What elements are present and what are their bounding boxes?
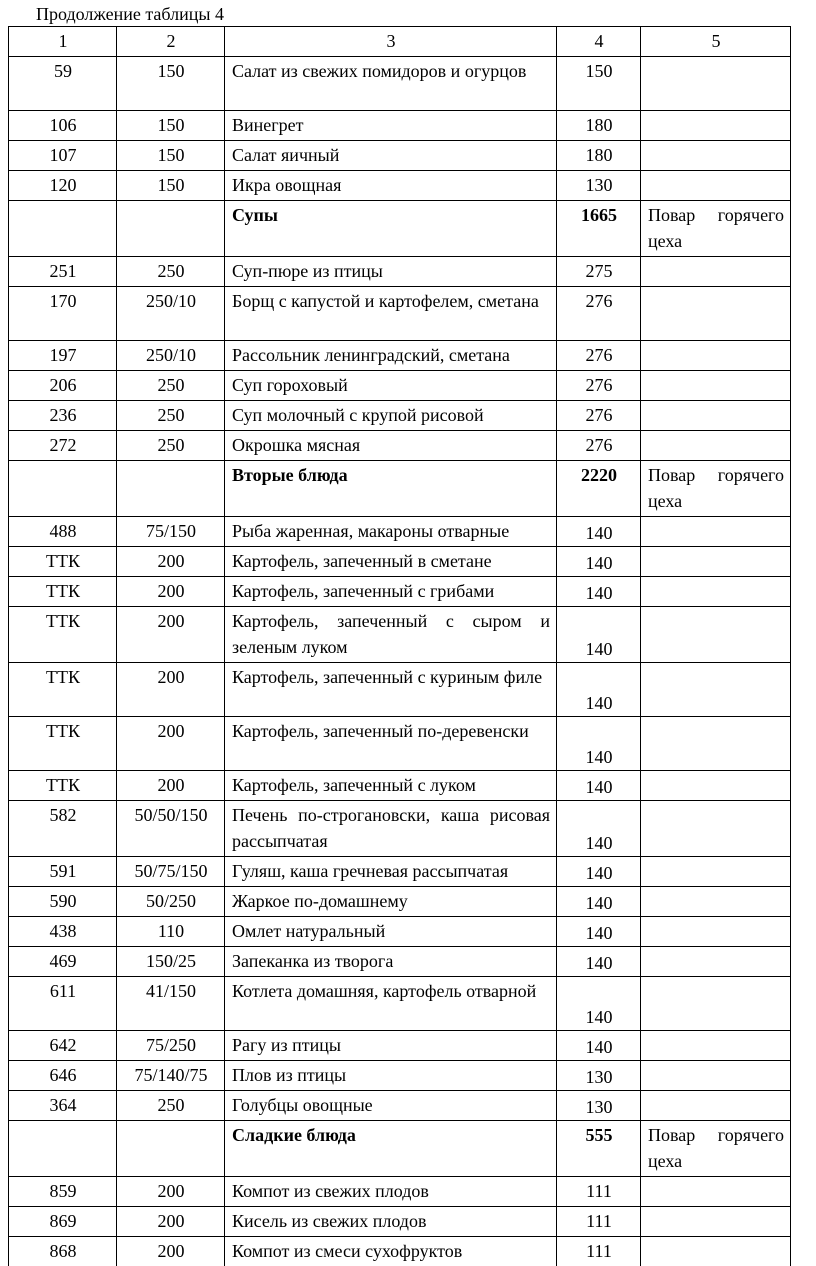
cell-c4: 140 xyxy=(557,771,641,801)
cell-c5 xyxy=(641,801,791,857)
cell-c2: 250 xyxy=(117,431,225,461)
cell-c2: 200 xyxy=(117,663,225,717)
cell-c2 xyxy=(117,201,225,257)
cell-c5 xyxy=(641,887,791,917)
cell-c1: 590 xyxy=(9,887,117,917)
cell-c1: 582 xyxy=(9,801,117,857)
header-cell-3: 3 xyxy=(225,27,557,57)
cell-c3: Котлета домашняя, картофель отварной xyxy=(225,977,557,1031)
cell-c3: Супы xyxy=(225,201,557,257)
cell-c2: 250 xyxy=(117,371,225,401)
cell-c4: 276 xyxy=(557,371,641,401)
cell-c5 xyxy=(641,57,791,111)
cell-c2: 250 xyxy=(117,401,225,431)
cell-c4: 111 xyxy=(557,1207,641,1237)
table-row xyxy=(9,857,791,887)
cell-c2 xyxy=(117,1121,225,1177)
cell-c2: 50/50/150 xyxy=(117,801,225,857)
table-row xyxy=(9,1177,791,1207)
menu-table xyxy=(8,26,791,1266)
table-row xyxy=(9,287,791,341)
table-header-row xyxy=(9,27,791,57)
table-row xyxy=(9,607,791,663)
cell-c1 xyxy=(9,201,117,257)
table-row xyxy=(9,1237,791,1266)
table-row xyxy=(9,801,791,857)
cell-c1: 107 xyxy=(9,141,117,171)
cell-c4: 140 xyxy=(557,887,641,917)
cell-c3: Печень по-строгановски, каша рисовая рассыпчатая xyxy=(225,801,557,857)
section-row xyxy=(9,201,791,257)
cell-c5 xyxy=(641,401,791,431)
cell-c3: Вторые блюда xyxy=(225,461,557,517)
cell-c3: Картофель, запеченный по-деревенски xyxy=(225,717,557,771)
cell-c2: 250 xyxy=(117,1091,225,1121)
cell-c1: 272 xyxy=(9,431,117,461)
cell-c2: 50/250 xyxy=(117,887,225,917)
header-cell-1: 1 xyxy=(9,27,117,57)
table-row xyxy=(9,977,791,1031)
table-row xyxy=(9,663,791,717)
table-row xyxy=(9,947,791,977)
cell-c1: 106 xyxy=(9,111,117,141)
cell-c3: Компот из смеси сухофруктов xyxy=(225,1237,557,1266)
cell-c3: Картофель, запеченный в сметане xyxy=(225,547,557,577)
cell-c3: Винегрет xyxy=(225,111,557,141)
cell-c3: Картофель, запеченный с грибами xyxy=(225,577,557,607)
cell-c3: Гуляш, каша гречневая рассыпчатая xyxy=(225,857,557,887)
section-row xyxy=(9,461,791,517)
cell-c5 xyxy=(641,141,791,171)
cell-c5: Повар горячего цеха xyxy=(641,1121,791,1177)
cell-c2: 200 xyxy=(117,1207,225,1237)
cell-c4: 276 xyxy=(557,401,641,431)
cell-c1: ТТК xyxy=(9,607,117,663)
cell-c4: 275 xyxy=(557,257,641,287)
cell-c1: 591 xyxy=(9,857,117,887)
cell-c5 xyxy=(641,171,791,201)
table-row xyxy=(9,887,791,917)
table-row xyxy=(9,171,791,201)
cell-c2: 41/150 xyxy=(117,977,225,1031)
cell-c5 xyxy=(641,1237,791,1266)
cell-c4: 150 xyxy=(557,57,641,111)
cell-c3: Картофель, запеченный с куриным филе xyxy=(225,663,557,717)
cell-c4: 140 xyxy=(557,663,641,717)
table-row xyxy=(9,1091,791,1121)
table-row xyxy=(9,401,791,431)
cell-c1 xyxy=(9,461,117,517)
cell-c4: 1665 xyxy=(557,201,641,257)
cell-c3: Жаркое по-домашнему xyxy=(225,887,557,917)
cell-c5 xyxy=(641,977,791,1031)
header-cell-4: 4 xyxy=(557,27,641,57)
cell-c4: 180 xyxy=(557,141,641,171)
table-row xyxy=(9,141,791,171)
cell-c1: 488 xyxy=(9,517,117,547)
cell-c5 xyxy=(641,341,791,371)
table-row xyxy=(9,341,791,371)
cell-c5 xyxy=(641,287,791,341)
cell-c4: 140 xyxy=(557,917,641,947)
cell-c4: 140 xyxy=(557,977,641,1031)
cell-c5 xyxy=(641,1207,791,1237)
cell-c4: 180 xyxy=(557,111,641,141)
cell-c1: 859 xyxy=(9,1177,117,1207)
cell-c1 xyxy=(9,1121,117,1177)
cell-c3: Кисель из свежих плодов xyxy=(225,1207,557,1237)
cell-c3: Голубцы овощные xyxy=(225,1091,557,1121)
cell-c1: 869 xyxy=(9,1207,117,1237)
cell-c3: Суп-пюре из птицы xyxy=(225,257,557,287)
cell-c5: Повар горячего цеха xyxy=(641,201,791,257)
cell-c2: 150 xyxy=(117,57,225,111)
table-row xyxy=(9,547,791,577)
cell-c5 xyxy=(641,1031,791,1061)
table-row xyxy=(9,1207,791,1237)
cell-c3: Суп молочный с крупой рисовой xyxy=(225,401,557,431)
header-cell-2: 2 xyxy=(117,27,225,57)
cell-c2: 75/140/75 xyxy=(117,1061,225,1091)
cell-c4: 2220 xyxy=(557,461,641,517)
cell-c1: 197 xyxy=(9,341,117,371)
cell-c5 xyxy=(641,857,791,887)
cell-c5 xyxy=(641,547,791,577)
cell-c3: Картофель, запеченный с луком xyxy=(225,771,557,801)
cell-c5 xyxy=(641,1177,791,1207)
cell-c4: 140 xyxy=(557,1031,641,1061)
cell-c3: Плов из птицы xyxy=(225,1061,557,1091)
table-row xyxy=(9,577,791,607)
cell-c2: 200 xyxy=(117,1237,225,1266)
cell-c1: 120 xyxy=(9,171,117,201)
cell-c2: 150 xyxy=(117,141,225,171)
cell-c2: 250/10 xyxy=(117,287,225,341)
table-row xyxy=(9,1031,791,1061)
cell-c1: ТТК xyxy=(9,577,117,607)
cell-c3: Компот из свежих плодов xyxy=(225,1177,557,1207)
header-cell-5: 5 xyxy=(641,27,791,57)
cell-c5 xyxy=(641,1091,791,1121)
cell-c2: 150 xyxy=(117,171,225,201)
cell-c3: Салат из свежих помидоров и огурцов xyxy=(225,57,557,111)
cell-c3: Рассольник ленинградский, сметана xyxy=(225,341,557,371)
cell-c4: 140 xyxy=(557,717,641,771)
cell-c5 xyxy=(641,111,791,141)
cell-c4: 276 xyxy=(557,287,641,341)
cell-c4: 130 xyxy=(557,1091,641,1121)
cell-c1: 868 xyxy=(9,1237,117,1266)
cell-c4: 140 xyxy=(557,577,641,607)
cell-c4: 276 xyxy=(557,431,641,461)
cell-c1: 438 xyxy=(9,917,117,947)
table-row xyxy=(9,57,791,111)
table-row xyxy=(9,257,791,287)
cell-c1: 642 xyxy=(9,1031,117,1061)
cell-c5 xyxy=(641,717,791,771)
cell-c2: 200 xyxy=(117,577,225,607)
cell-c4: 140 xyxy=(557,607,641,663)
cell-c1: 469 xyxy=(9,947,117,977)
cell-c1: 611 xyxy=(9,977,117,1031)
cell-c1: 236 xyxy=(9,401,117,431)
cell-c1: ТТК xyxy=(9,663,117,717)
table-row xyxy=(9,111,791,141)
cell-c3: Омлет натуральный xyxy=(225,917,557,947)
cell-c2: 200 xyxy=(117,1177,225,1207)
cell-c5 xyxy=(641,607,791,663)
cell-c5 xyxy=(641,771,791,801)
cell-c3: Рыба жаренная, макароны отварные xyxy=(225,517,557,547)
cell-c1: 364 xyxy=(9,1091,117,1121)
cell-c3: Сладкие блюда xyxy=(225,1121,557,1177)
cell-c3: Салат яичный xyxy=(225,141,557,171)
cell-c4: 130 xyxy=(557,171,641,201)
cell-c2: 110 xyxy=(117,917,225,947)
cell-c2: 75/250 xyxy=(117,1031,225,1061)
cell-c2: 200 xyxy=(117,771,225,801)
table-row xyxy=(9,717,791,771)
cell-c2: 200 xyxy=(117,607,225,663)
cell-c1: 646 xyxy=(9,1061,117,1091)
cell-c3: Борщ с капустой и картофелем, сметана xyxy=(225,287,557,341)
cell-c5 xyxy=(641,431,791,461)
cell-c5 xyxy=(641,577,791,607)
cell-c5 xyxy=(641,947,791,977)
cell-c2: 200 xyxy=(117,547,225,577)
table-row xyxy=(9,517,791,547)
cell-c2: 150/25 xyxy=(117,947,225,977)
cell-c3: Запеканка из творога xyxy=(225,947,557,977)
cell-c4: 111 xyxy=(557,1177,641,1207)
table-row xyxy=(9,371,791,401)
cell-c2: 250 xyxy=(117,257,225,287)
cell-c5 xyxy=(641,257,791,287)
cell-c5 xyxy=(641,517,791,547)
table-row xyxy=(9,771,791,801)
cell-c4: 140 xyxy=(557,947,641,977)
cell-c4: 130 xyxy=(557,1061,641,1091)
cell-c5 xyxy=(641,663,791,717)
cell-c4: 140 xyxy=(557,517,641,547)
table-row xyxy=(9,431,791,461)
cell-c1: 59 xyxy=(9,57,117,111)
cell-c2: 250/10 xyxy=(117,341,225,371)
cell-c4: 555 xyxy=(557,1121,641,1177)
cell-c5: Повар горячего цеха xyxy=(641,461,791,517)
cell-c1: 251 xyxy=(9,257,117,287)
cell-c2: 75/150 xyxy=(117,517,225,547)
table-row xyxy=(9,1061,791,1091)
cell-c3: Рагу из птицы xyxy=(225,1031,557,1061)
cell-c3: Суп гороховый xyxy=(225,371,557,401)
cell-c5 xyxy=(641,917,791,947)
cell-c1: 170 xyxy=(9,287,117,341)
cell-c2 xyxy=(117,461,225,517)
cell-c5 xyxy=(641,1061,791,1091)
cell-c4: 276 xyxy=(557,341,641,371)
section-row xyxy=(9,1121,791,1177)
cell-c5 xyxy=(641,371,791,401)
cell-c4: 140 xyxy=(557,547,641,577)
cell-c1: ТТК xyxy=(9,717,117,771)
cell-c1: 206 xyxy=(9,371,117,401)
cell-c1: ТТК xyxy=(9,547,117,577)
cell-c2: 50/75/150 xyxy=(117,857,225,887)
cell-c4: 111 xyxy=(557,1237,641,1266)
cell-c1: ТТК xyxy=(9,771,117,801)
table-caption: Продолжение таблицы 4 xyxy=(36,2,224,26)
cell-c4: 140 xyxy=(557,857,641,887)
cell-c2: 150 xyxy=(117,111,225,141)
cell-c4: 140 xyxy=(557,801,641,857)
cell-c3: Окрошка мясная xyxy=(225,431,557,461)
cell-c2: 200 xyxy=(117,717,225,771)
table-row xyxy=(9,917,791,947)
cell-c3: Икра овощная xyxy=(225,171,557,201)
cell-c3: Картофель, запеченный с сыром и зеленым луком xyxy=(225,607,557,663)
